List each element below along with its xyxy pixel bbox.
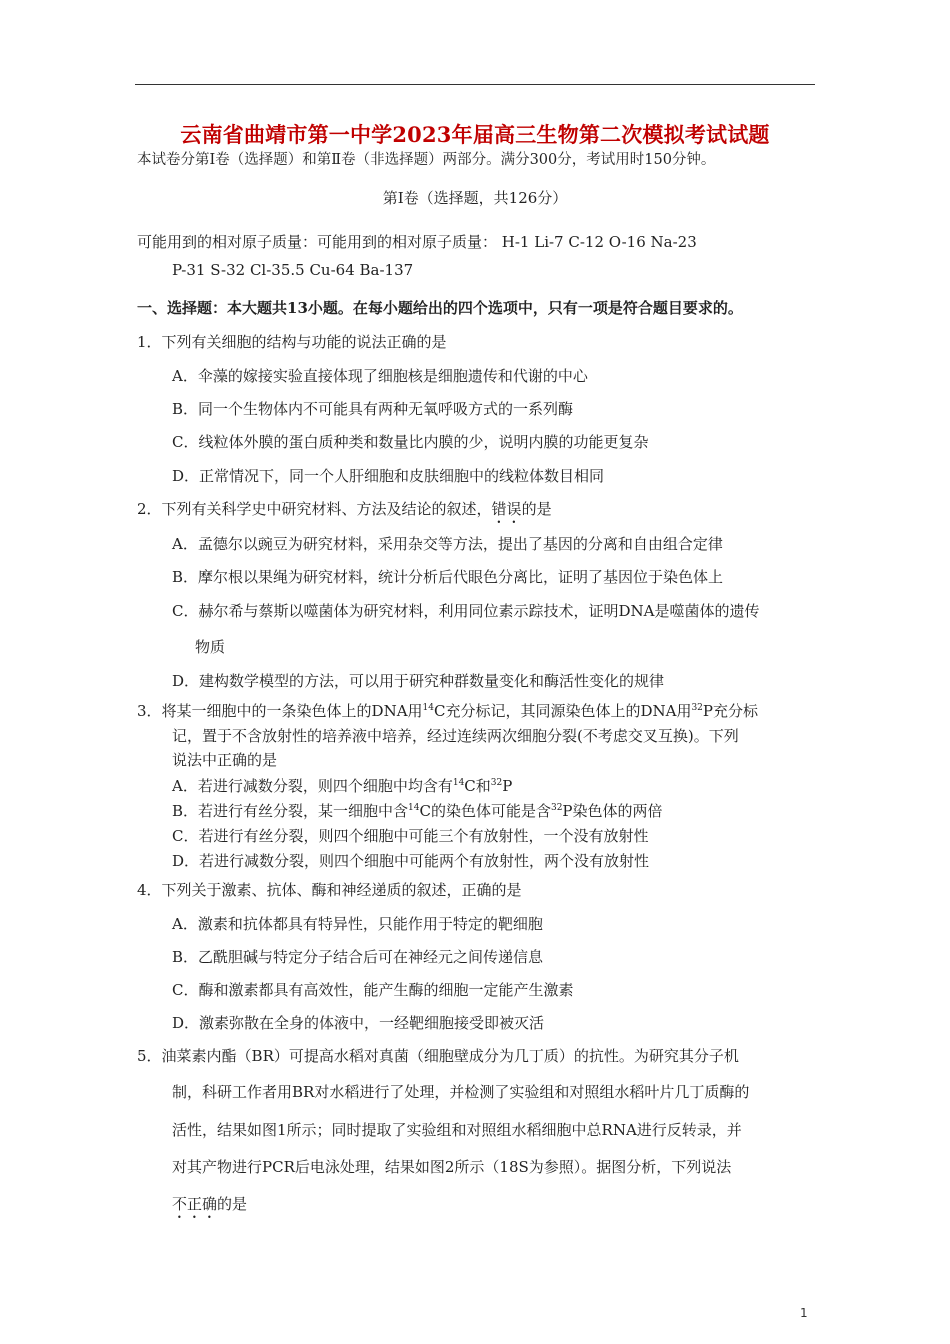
- section-title: 第Ⅰ卷（选择题，共126分）: [382, 189, 568, 207]
- question-5-line-3: 活性，结果如图1所示；同时提取了实验组和对照组水稻细胞中总RNA进行反转录，并: [172, 1121, 742, 1139]
- question-2-option-d: D．建构数学模型的方法，可以用于研究种群数量变化和酶活性变化的规律: [172, 672, 665, 690]
- question-3-option-d: D．若进行减数分裂，则四个细胞中可能两个有放射性，两个没有放射性: [172, 852, 650, 870]
- question-3-stem-line-1: [137, 701, 758, 721]
- question-4-option-b: B．乙酰胆碱与特定分子结合后可在神经元之间传递信息: [172, 948, 544, 966]
- question-2-option-c: C．赫尔希与蔡斯以噬菌体为研究材料，利用同位素示踪技术，证明DNA是噬菌体的遗传: [172, 602, 760, 620]
- question-2-stem: [137, 499, 552, 527]
- q3-stem-c: P充分标: [702, 702, 758, 720]
- question-4-stem: 4．下列关于激素、抗体、酶和神经递质的叙述，正确的是: [137, 881, 522, 899]
- question-2-stem-pre: 2．下列有关科学史中研究材料、方法及结论的叙述，: [137, 500, 492, 518]
- q3-b-text-2: C的染色体可能是含: [419, 802, 551, 820]
- question-5-line-5: [172, 1194, 247, 1222]
- q3-b-text-1: B．若进行有丝分裂，某一细胞中含: [172, 802, 409, 820]
- q3-a-text-3: P: [502, 777, 513, 795]
- question-5-tail: 的是: [217, 1195, 248, 1213]
- question-1-option-b: B．同一个生物体内不可能具有两种无氧呼吸方式的一系列酶: [172, 400, 574, 418]
- atomic-mass-line-2: P-31 S-32 Cl-35.5 Cu-64 Ba-137: [172, 261, 414, 279]
- question-1-option-a: A．伞藻的嫁接实验直接体现了细胞核是细胞遗传和代谢的中心: [172, 367, 588, 385]
- question-3-stem-line-3: 说法中正确的是: [172, 751, 278, 769]
- q3-a-iso-c: 14: [452, 778, 465, 788]
- question-5-line-4: 对其产物进行PCR后电泳处理，结果如图2所示（18S为参照）。据图分析，下列说法: [172, 1158, 732, 1176]
- q3-a-iso-p: 32: [490, 778, 503, 788]
- question-5-line-2: 制，科研工作者用BR对水稻进行了处理，并检测了实验组和对照组水稻叶片几丁质酶的: [172, 1083, 750, 1101]
- question-3-stem-line-2: 记，置于不含放射性的培养液中培养，经过连续两次细胞分裂(不考虑交叉互换)。下列: [172, 727, 739, 745]
- question-1-stem: 1．下列有关细胞的结构与功能的说法正确的是: [137, 333, 447, 351]
- question-2-option-c-cont: 物质: [195, 638, 226, 656]
- question-2-stem-post: 的是: [521, 500, 552, 518]
- question-2-stem-emphasis: 错误: [491, 500, 522, 518]
- question-1-option-d: D．正常情况下，同一个人肝细胞和皮肤细胞中的线粒体数目相同: [172, 467, 605, 485]
- question-4-option-d: D．激素弥散在全身的体液中，一经靶细胞接受即被灭活: [172, 1014, 545, 1032]
- top-rule: [135, 84, 815, 85]
- question-1-option-c: C．线粒体外膜的蛋白质种类和数量比内膜的少，说明内膜的功能更复杂: [172, 433, 649, 451]
- question-5-line-1: 5．油菜素内酯（BR）可提高水稻对真菌（细胞壁成分为几丁质）的抗性。为研究其分子机: [137, 1047, 739, 1065]
- question-4-option-c: C．酶和激素都具有高效性，能产生酶的细胞一定能产生激素: [172, 981, 574, 999]
- q3-iso-p: 32: [691, 703, 703, 713]
- exam-title: 云南省曲靖市第一中学2023年届高三生物第二次模拟考试试题: [180, 122, 770, 147]
- part1-heading: 一、选择题：本大题共13小题。在每小题给出的四个选项中，只有一项是符合题目要求的。: [137, 299, 743, 317]
- question-3-option-a: [172, 776, 512, 796]
- q3-b-text-3: P染色体的两倍: [562, 802, 663, 820]
- page-number: 1: [800, 1306, 808, 1320]
- q3-stem-a: 3．将某一细胞中的一条染色体上的DNA用: [137, 702, 423, 720]
- q3-b-iso-c: 14: [408, 803, 420, 813]
- q3-stem-b: C充分标记，其同源染色体上的DNA用: [433, 702, 692, 720]
- q3-a-text-1: A．若进行减数分裂，则四个细胞中均含有: [172, 777, 453, 795]
- exam-intro: 本试卷分第Ⅰ卷（选择题）和第Ⅱ卷（非选择题）两部分。满分300分，考试用时150分钟。: [137, 152, 716, 168]
- question-5-emphasis: 不正确: [172, 1195, 218, 1213]
- q3-b-iso-p: 32: [550, 803, 563, 813]
- question-4-option-a: A．激素和抗体都具有特异性，只能作用于特定的靶细胞: [172, 915, 543, 933]
- question-3-option-b: [172, 801, 663, 821]
- question-3-option-c: C．若进行有丝分裂，则四个细胞中可能三个有放射性，一个没有放射性: [172, 827, 649, 845]
- q3-a-text-2: C和: [464, 777, 491, 795]
- question-2-option-b: B．摩尔根以果绳为研究材料，统计分析后代眼色分离比，证明了基因位于染色体上: [172, 568, 724, 586]
- question-2-option-a: A．孟德尔以豌豆为研究材料，采用杂交等方法，提出了基因的分离和自由组合定律: [172, 535, 723, 553]
- atomic-mass-line-1: 可能用到的相对原子质量：可能用到的相对原子质量： H-1 Li-7 C-12 O-16 Na-23: [137, 233, 697, 251]
- q3-iso-c: 14: [422, 703, 434, 713]
